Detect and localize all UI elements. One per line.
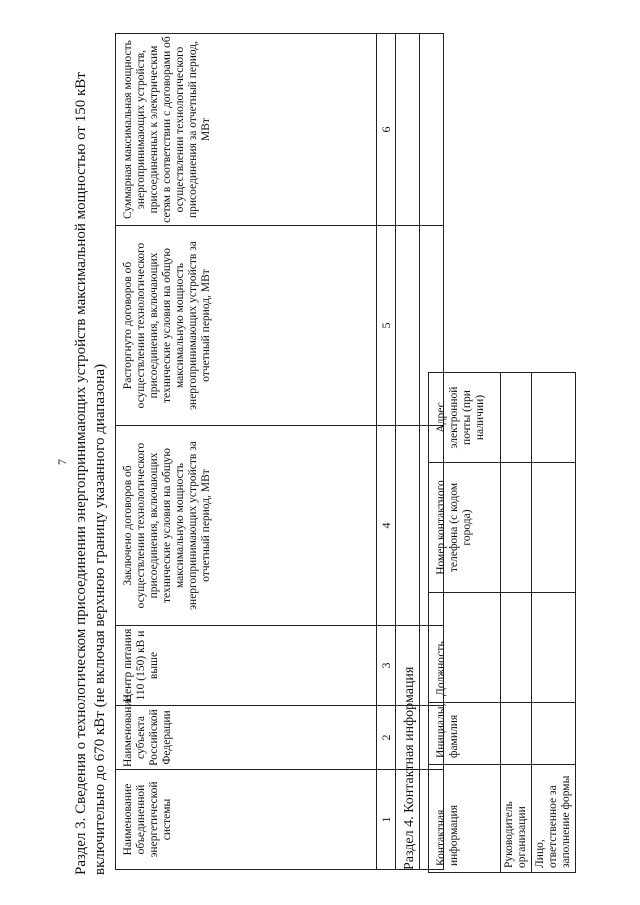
header-subject: Наименование субъекта Российской Федерации (116, 706, 377, 770)
empty-cell (501, 703, 532, 765)
empty-cell (532, 463, 576, 593)
empty-cell (501, 593, 532, 703)
row-label-head: Руководитель организации (501, 765, 532, 873)
header-oes: Наименование объединенной энергетической системы (116, 770, 377, 870)
table-row (501, 373, 532, 873)
column-number: 2 (377, 706, 396, 770)
header-total-capacity: Суммарная максимальная мощность энергопринимающих устройств, присоединенных к электрическим сетям в соответствии с договорами об осуществлении технологического присоединения за отчетный период, МВт (116, 34, 377, 226)
table-header-row (429, 373, 501, 873)
header-terminated-contracts: Расторгнуто договоров об осуществлении технологического присоединения, включающих технические условия на общую максимальную мощность энергопринимающих устройств за отчетный период, МВт (116, 226, 377, 426)
section4-title: Раздел 4. Контактная информация (402, 666, 417, 870)
section4-table (428, 372, 576, 873)
table-row (532, 373, 576, 873)
empty-cell (396, 426, 420, 626)
row-label-responsible: Лицо, ответственное за заполнение формы (532, 765, 576, 873)
header-name: Инициалы, фамилия (429, 703, 501, 765)
header-position: Должность (429, 593, 501, 703)
column-number: 3 (377, 626, 396, 706)
empty-cell (532, 373, 576, 463)
table-header-row (116, 34, 377, 870)
section3-table (115, 33, 444, 870)
header-phone: Номер контактного телефона (с кодом города) (429, 463, 501, 593)
header-contact-info: Контактная информация (429, 765, 501, 873)
column-number: 4 (377, 426, 396, 626)
empty-cell (501, 373, 532, 463)
header-email: Адрес электронной почты (при наличии) (429, 373, 501, 463)
column-number: 6 (377, 34, 396, 226)
empty-cell (532, 703, 576, 765)
empty-cell (532, 593, 576, 703)
section3-title: Раздел 3. Сведения о технологическом присоединении энергопринимающих устройств максимальной мощностью от 150 кВт включительно до 670 кВт (не включая верхнюю границу указанного диапазона) (73, 72, 108, 875)
page-number: 7 (55, 459, 69, 465)
column-number: 5 (377, 226, 396, 426)
empty-cell (420, 34, 444, 226)
empty-cell (396, 226, 420, 426)
header-concluded-contracts: Заключено договоров об осуществлении технологического присоединения, включающих технические условия на общую максимальную мощность энергопринимающих устройств за отчетный период, МВт (116, 426, 377, 626)
column-number: 1 (377, 770, 396, 870)
column-number-row (377, 34, 396, 870)
header-power-center: Центр питания 110 (150) кВ и выше (116, 626, 377, 706)
empty-cell (501, 463, 532, 593)
empty-cell (396, 34, 420, 226)
